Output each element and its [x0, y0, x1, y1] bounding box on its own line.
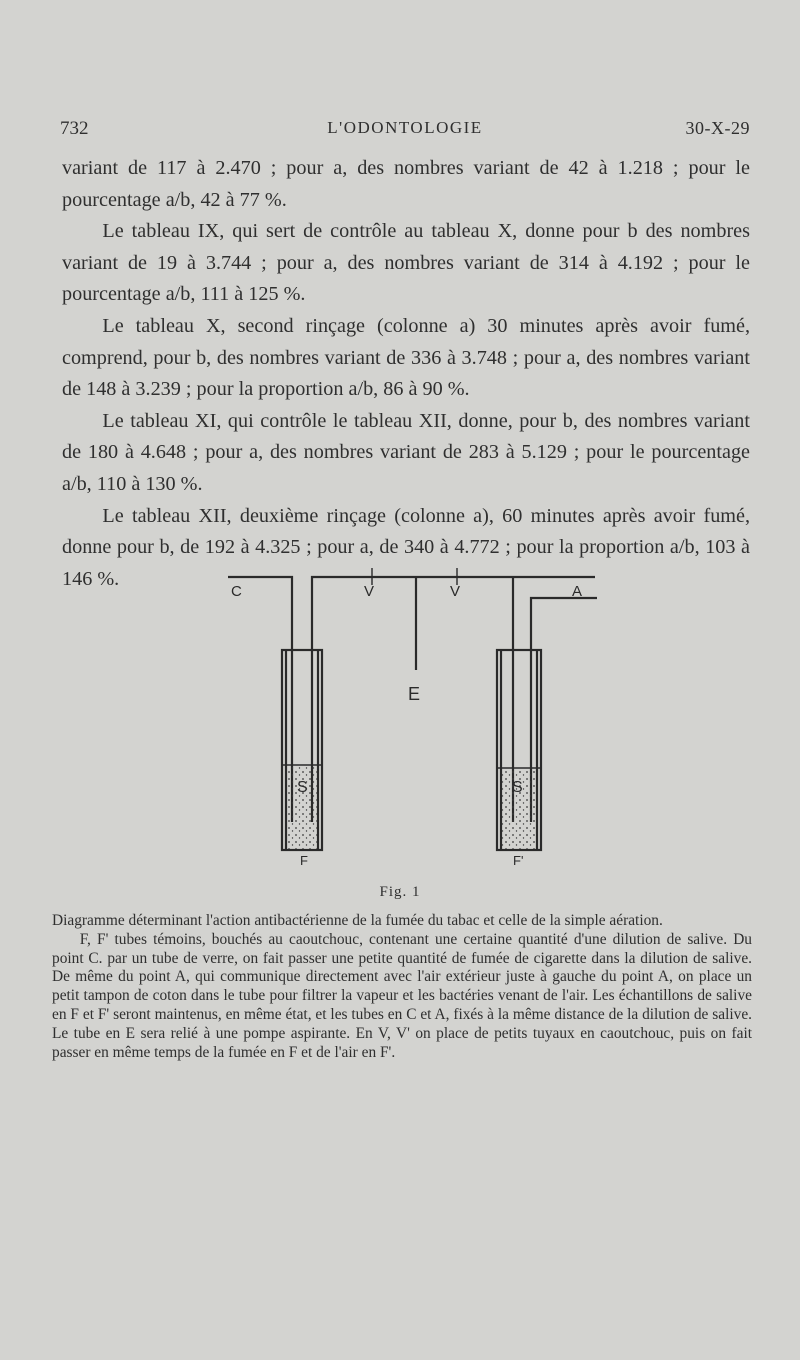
label-f-prime: F' — [513, 853, 524, 868]
label-s-prime: S — [512, 779, 523, 796]
issue-date: 30-X-29 — [685, 118, 750, 138]
label-e: E — [408, 684, 421, 704]
page-number: 732 — [60, 118, 89, 139]
running-header — [60, 118, 750, 144]
figure-legend — [52, 912, 752, 1062]
apparatus-diagram — [0, 560, 800, 880]
paragraph: variant de 117 à 2.470 ; pour a, des nombres variant de 42 à 1.218 ; pour le pourcentage a/b, 42 à 77 %. — [62, 157, 750, 211]
journal-title: L'ODONTOLOGIE — [327, 118, 483, 137]
label-s: S — [297, 779, 308, 796]
label-v: V — [364, 583, 375, 600]
label-f: F — [300, 853, 308, 868]
tube-left-inner — [312, 577, 595, 822]
label-v-prime: V — [450, 583, 461, 600]
body-text — [62, 153, 750, 595]
paragraph: Le tableau IX, qui sert de contrôle au tableau X, donne pour b des nombres variant de 19 à 3.744 ; pour a, des nombres variant de 314 à 4.192 ; pour le pourcentage a/b, 111 à 125 %. — [62, 220, 750, 306]
paragraph: Le tableau XII, deuxième rinçage (colonne a), 60 minutes après avoir fumé, donne pour b, de 192 à 4.325 ; pour a, de 340 à 4.772 ; pour la proportion a/b, 103 à 146 %. — [62, 504, 750, 590]
paragraph: Le tableau XI, qui contrôle le tableau XII, donne, pour b, des nombres variant de 180 à 4.648 ; pour a, des nombres variant de 283 à 5.129 ; pour le pourcentage a/b, 110 à 130 %. — [62, 409, 750, 495]
legend-title: Diagramme déterminant l'action antibactérienne de la fumée du tabac et celle de la simple aération. — [52, 912, 663, 929]
legend-text: F, F' tubes témoins, bouchés au caoutchouc, contenant une certaine quantité d'une dilution de salive. Du point C. par un tube de verre, on fait passer une petite quantité de fumée de cigarette dans la dilution de salive. De même du point A, qui communique directement avec l'air extérieur juste à gauche du point A, on place un petit tampon de coton dans le tube pour filtrer la vapeur et les bactéries venant de l'air. Les échantillons de salive en F et F' seront maintenus, en même état, et les tubes en C et A, fixés à la même distance de la dilution de salive. Le tube en E sera relié à une pompe aspirante. En V, V' on place de petits tuyaux en caoutchouc, puis on fait passer en même temps de la fumée en F et de l'air en F'. — [52, 930, 752, 1061]
paragraph: Le tableau X, second rinçage (colonne a) 30 minutes après avoir fumé, comprend, pour b, des nombres variant de 336 à 3.748 ; pour a, des nombres variant de 148 à 3.239 ; pour la proportion a/b, 86 à 90 %. — [62, 314, 750, 401]
label-a: A — [572, 583, 583, 600]
label-c: C — [231, 583, 242, 600]
figure-caption: Fig. 1 — [379, 884, 421, 900]
